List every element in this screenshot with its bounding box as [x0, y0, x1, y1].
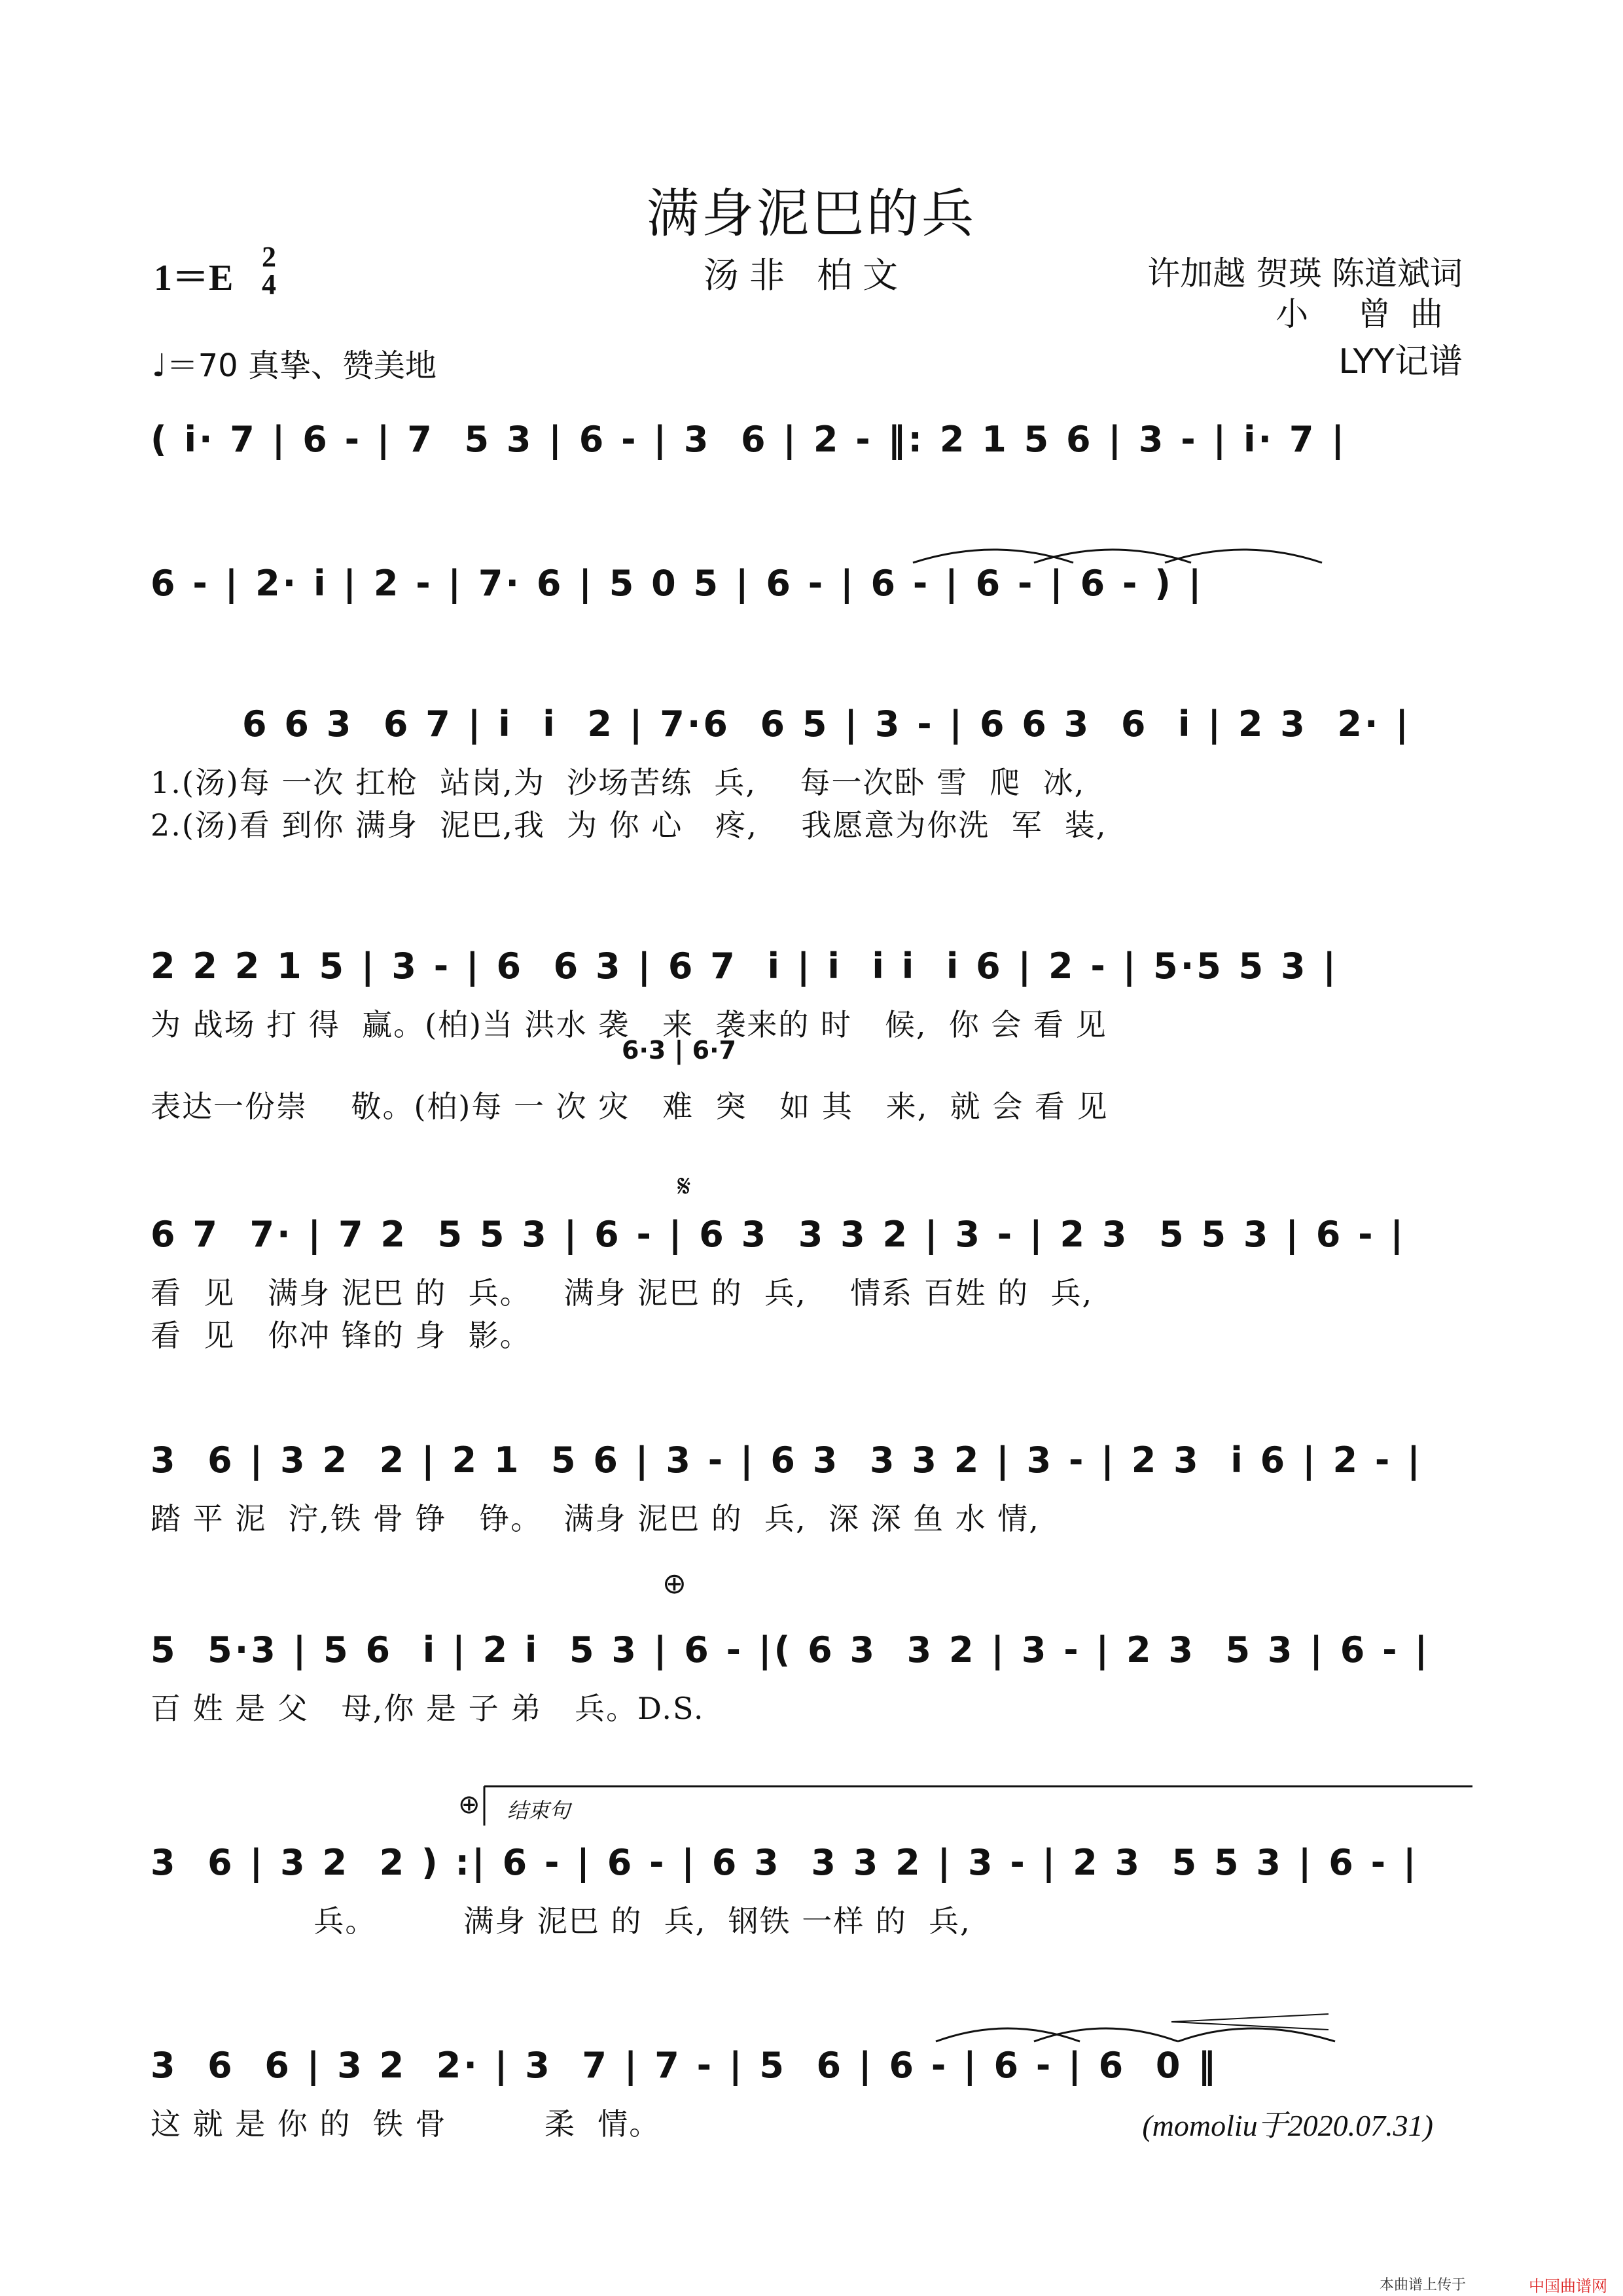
- lyric-row-4-verse2: 表达一份崇 敬。(柏)每 一 次 灾 难 突 如 其 来, 就 会 看 见: [151, 1089, 1109, 1124]
- transcriber-signature: (momoliu于2020.07.31): [1142, 2109, 1433, 2142]
- lyric-row-3-verse2: 2.(汤)看 到你 满身 泥巴,我 为 你 心 疼, 我愿意为你洗 军 装,: [151, 807, 1107, 843]
- tie-arc: [1165, 550, 1322, 563]
- lyric-row-3-verse1: 1.(汤)每 一次 扛枪 站岗,为 沙场苦练 兵, 每一次卧 雪 爬 冰,: [151, 765, 1086, 800]
- tempo-marking: ♩＝70 真挚、赞美地: [152, 347, 437, 384]
- score-row-3: 6 6 3 6 7 | i i 2 | 7·6 6 5 | 3 - | 6 6 3 6 i | 2 3 2· |: [242, 703, 1412, 745]
- lyricist: 许加越 贺瑛 陈道斌词: [1147, 255, 1463, 292]
- score-row-7: 5 5·3 | 5 6 i | 2 i 5 3 | 6 - |( 6 3 3 2 | 3 - | 2 3 5 3 | 6 - |: [151, 1629, 1431, 1670]
- score-row-8: 3 6 | 3 2 2 ) :| 6 - | 6 - | 6 3 3 3 2 | 3 - | 2 3 5 5 3 | 6 - |: [151, 1842, 1419, 1883]
- score-row-5: 6 7 7· | 7 2 5 5 3 | 6 - | 6 3 3 3 2 | 3 - | 2 3 5 5 3 | 6 - |: [151, 1214, 1406, 1255]
- lyric-row-5-verse1: 看 见 满身 泥巴 的 兵。 满身 泥巴 的 兵, 情系 百姓 的 兵,: [151, 1275, 1094, 1311]
- lyric-row-7: 百 姓 是 父 母,你 是 子 弟 兵。D.S.: [151, 1691, 705, 1726]
- footer-upload-text: 本曲谱上传于: [1379, 2277, 1466, 2293]
- score-row-9: 3 6 6 | 3 2 2· | 3 7 | 7 - | 5 6 | 6 - | 6 - | 6 0 ‖: [151, 2045, 1219, 2086]
- score-row-6: 3 6 | 3 2 2 | 2 1 5 6 | 3 - | 6 3 3 3 2 | 3 - | 2 3 i 6 | 2 - |: [151, 1439, 1423, 1481]
- lyric-row-6: 踏 平 泥 泞,铁 骨 铮 铮。 满身 泥巴 的 兵, 深 深 鱼 水 情,: [151, 1501, 1040, 1536]
- page-title: 满身泥巴的兵: [647, 183, 976, 244]
- composer: 小 曾曲: [1275, 295, 1463, 333]
- footer-logo: 中国曲谱网: [1529, 2277, 1607, 2295]
- ending-label: 结束句: [507, 1798, 571, 1823]
- segno-sign: 𝄋: [677, 1168, 691, 1205]
- coda-sign-ending: ⊕: [458, 1790, 480, 1820]
- lyric-row-5-verse2: 看 见 你冲 锋的 身 影。: [151, 1318, 531, 1353]
- tie-arc: [1034, 2028, 1178, 2041]
- score-row-4: 2 2 2 1 5 | 3 - | 6 6 3 | 6 7 i | i i i i 6 | 2 - | 5·5 5 3 |: [151, 945, 1339, 987]
- lyric-row-9: 这 就 是 你 的 铁 骨 柔 情。: [151, 2106, 661, 2142]
- variant-notes: 6·3 | 6·7: [622, 1036, 736, 1065]
- time-sig-bottom: 4: [262, 268, 276, 300]
- singers: 汤非 柏文: [704, 255, 909, 296]
- decrescendo-line: [1171, 2014, 1329, 2022]
- score-row-1: ( i· 7 | 6 - | 7 5 3 | 6 - | 3 6 | 2 - ‖: 2 1 5 6 | 3 - | i· 7 |: [151, 419, 1347, 460]
- score-row-2: 6 - | 2· i | 2 - | 7· 6 | 5 0 5 | 6 - | 6 - | 6 - | 6 - ) |: [151, 563, 1204, 604]
- lyric-row-8: 兵。 满身 泥巴 的 兵, 钢铁 一样 的 兵,: [151, 1903, 971, 1939]
- tie-arc: [1178, 2028, 1335, 2041]
- key-signature: 1＝E: [154, 258, 234, 298]
- tie-arc: [913, 550, 1073, 563]
- lyric-row-4-verse1: 为 战场 打 得 赢。(柏)当 洪水 袭 来 袭来的 时 候, 你 会 看 见: [151, 1007, 1107, 1042]
- tie-arc: [1034, 550, 1191, 563]
- coda-sign: ⊕: [662, 1567, 687, 1600]
- transcriber: LYY记谱: [1338, 342, 1463, 381]
- time-sig-top: 2: [262, 241, 276, 273]
